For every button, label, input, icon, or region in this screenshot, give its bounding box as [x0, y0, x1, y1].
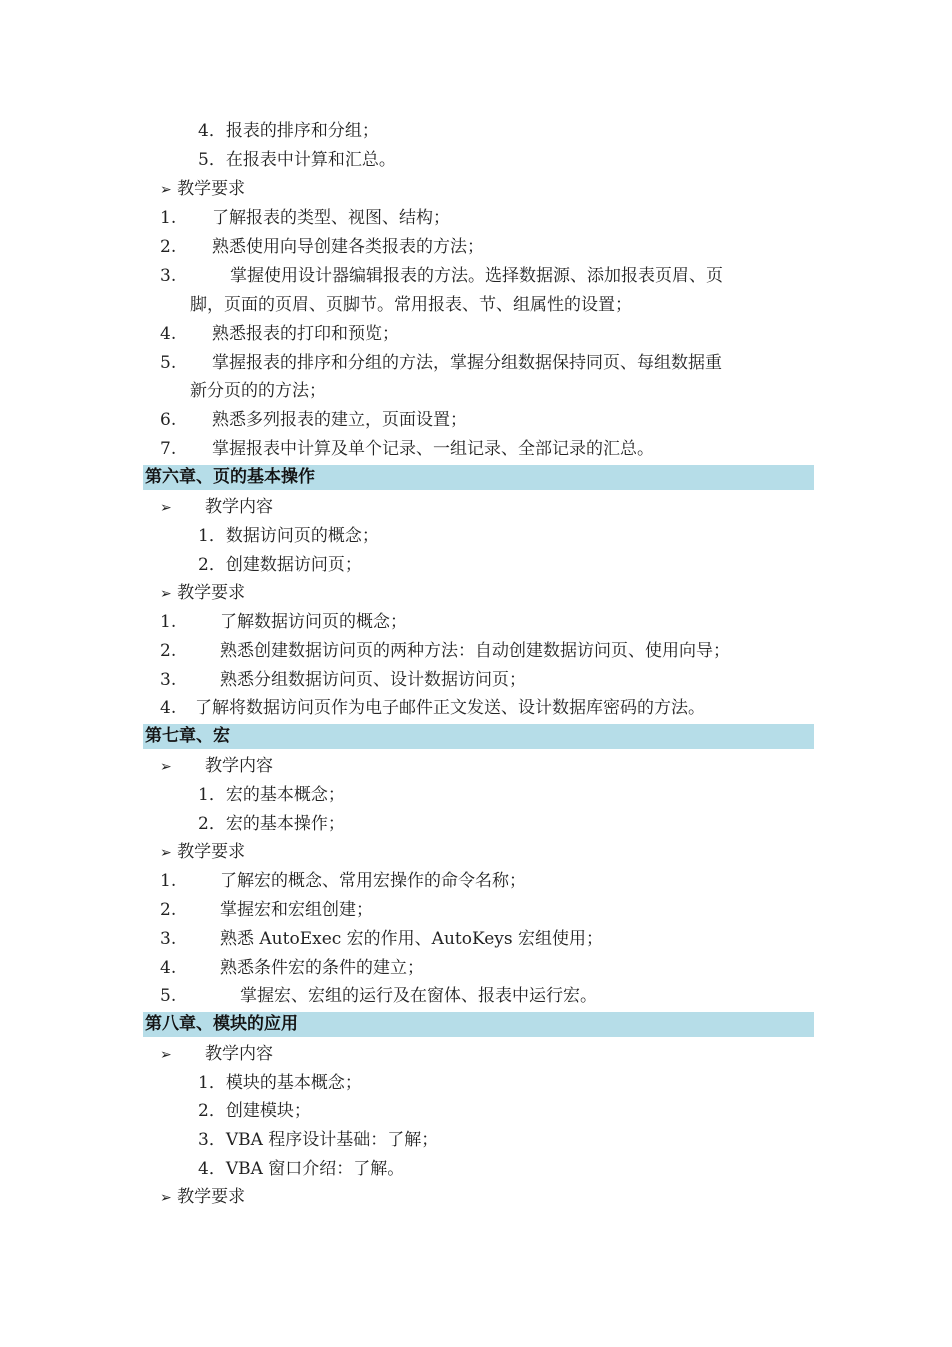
item-number: 3.: [160, 929, 177, 949]
item-number: 5.: [160, 353, 177, 373]
requirement-item-continuation: 脚，页面的页眉、页脚节。常用报表、节、组属性的设置；: [190, 295, 632, 315]
content-item: 4．报表的排序和分组；: [198, 121, 379, 141]
requirement-item: [160, 925, 603, 953]
item-number: 6.: [160, 410, 177, 430]
item-text: 熟悉多列报表的建立，页面设置；: [212, 410, 467, 430]
content-label: 教学内容: [205, 1044, 273, 1064]
content-item: 2．创建数据访问页；: [198, 555, 362, 575]
requirement-item: [160, 608, 407, 636]
requirement-item: [160, 637, 730, 665]
content-item: 4．VBA 窗口介绍：了解。: [198, 1159, 405, 1179]
item-text: 掌握宏和宏组创建；: [220, 900, 373, 920]
item-text: 熟悉创建数据访问页的两种方法：自动创建数据访问页、使用向导；: [220, 641, 730, 661]
content-item: 5．在报表中计算和汇总。: [198, 150, 396, 170]
content-label: 教学内容: [205, 756, 273, 776]
item-text: 掌握报表的排序和分组的方法，掌握分组数据保持同页、每组数据重: [212, 353, 722, 373]
item-number: 4.: [160, 698, 177, 718]
arrowhead-bullet-icon: ➢: [160, 1190, 172, 1206]
arrowhead-bullet-icon: ➢: [160, 586, 172, 602]
requirement-item: [160, 896, 373, 924]
item-text: 了解数据访问页的概念；: [220, 612, 407, 632]
arrowhead-bullet-icon: ➢: [160, 500, 172, 516]
content-label-row: [160, 752, 273, 780]
requirement-item-continuation: 新分页的的方法；: [190, 381, 326, 401]
item-text: 了解将数据访问页作为电子邮件正文发送、设计数据库密码的方法。: [195, 698, 705, 718]
item-text: 掌握宏、宏组的运行及在窗体、报表中运行宏。: [240, 986, 597, 1006]
item-number: 3.: [160, 266, 177, 286]
requirements-label-row: [160, 838, 245, 866]
content-label-row: [160, 1040, 273, 1068]
content-label: 教学内容: [205, 497, 273, 517]
requirement-item: [160, 867, 526, 895]
requirement-item: [160, 204, 450, 232]
content-item: 1．模块的基本概念；: [198, 1073, 362, 1093]
item-number: 7.: [160, 439, 177, 459]
requirements-label: 教学要求: [177, 842, 246, 862]
chapter-6-heading: 第六章、页的基本操作: [143, 465, 814, 490]
content-label-row: [160, 493, 273, 521]
item-text: 了解宏的概念、常用宏操作的命令名称；: [220, 871, 526, 891]
item-number: 1.: [160, 612, 177, 632]
item-number: 3.: [160, 670, 177, 690]
requirement-item: [160, 262, 723, 290]
requirement-item: [160, 982, 597, 1010]
item-number: 4.: [160, 324, 177, 344]
arrowhead-bullet-icon: ➢: [160, 845, 172, 861]
item-text: 熟悉分组数据访问页、设计数据访问页；: [220, 670, 526, 690]
requirement-item: [160, 406, 467, 434]
item-number: 2.: [160, 237, 177, 257]
arrowhead-bullet-icon: ➢: [160, 759, 172, 775]
requirement-item: [160, 694, 705, 722]
chapter-8-heading: 第八章、模块的应用: [143, 1012, 814, 1037]
requirement-item: [160, 666, 526, 694]
chapter-7-heading: 第七章、宏: [143, 724, 814, 749]
content-item: 1．宏的基本概念；: [198, 785, 345, 805]
requirements-label: 教学要求: [177, 1187, 246, 1207]
item-number: 5.: [160, 986, 177, 1006]
arrowhead-bullet-icon: ➢: [160, 182, 172, 198]
content-item: 2．宏的基本操作；: [198, 814, 345, 834]
item-number: 2.: [160, 641, 177, 661]
item-text: 掌握报表中计算及单个记录、一组记录、全部记录的汇总。: [212, 439, 654, 459]
requirement-item: [160, 320, 399, 348]
requirements-label-row: [160, 579, 245, 607]
item-text: 了解报表的类型、视图、结构；: [212, 208, 450, 228]
requirement-item: [160, 349, 722, 377]
requirements-label: 教学要求: [177, 179, 246, 199]
requirements-label-row: [160, 175, 245, 203]
item-number: 1.: [160, 871, 177, 891]
item-text: 熟悉 AutoExec 宏的作用、AutoKeys 宏组使用；: [220, 929, 604, 949]
item-text: 熟悉使用向导创建各类报表的方法；: [212, 237, 484, 257]
requirements-label-row: [160, 1183, 245, 1211]
requirements-label: 教学要求: [177, 583, 246, 603]
requirement-item: [160, 435, 654, 463]
item-number: 1.: [160, 208, 177, 228]
requirement-item: [160, 954, 424, 982]
content-item: 1．数据访问页的概念；: [198, 526, 379, 546]
content-item: 3．VBA 程序设计基础：了解；: [198, 1130, 439, 1150]
item-number: 4.: [160, 958, 177, 978]
requirement-item: [160, 233, 484, 261]
item-text: 熟悉报表的打印和预览；: [212, 324, 399, 344]
item-text: 掌握使用设计器编辑报表的方法。选择数据源、添加报表页眉、页: [230, 266, 723, 286]
item-number: 2.: [160, 900, 177, 920]
content-item: 2．创建模块；: [198, 1101, 311, 1121]
arrowhead-bullet-icon: ➢: [160, 1047, 172, 1063]
item-text: 熟悉条件宏的条件的建立；: [220, 958, 424, 978]
